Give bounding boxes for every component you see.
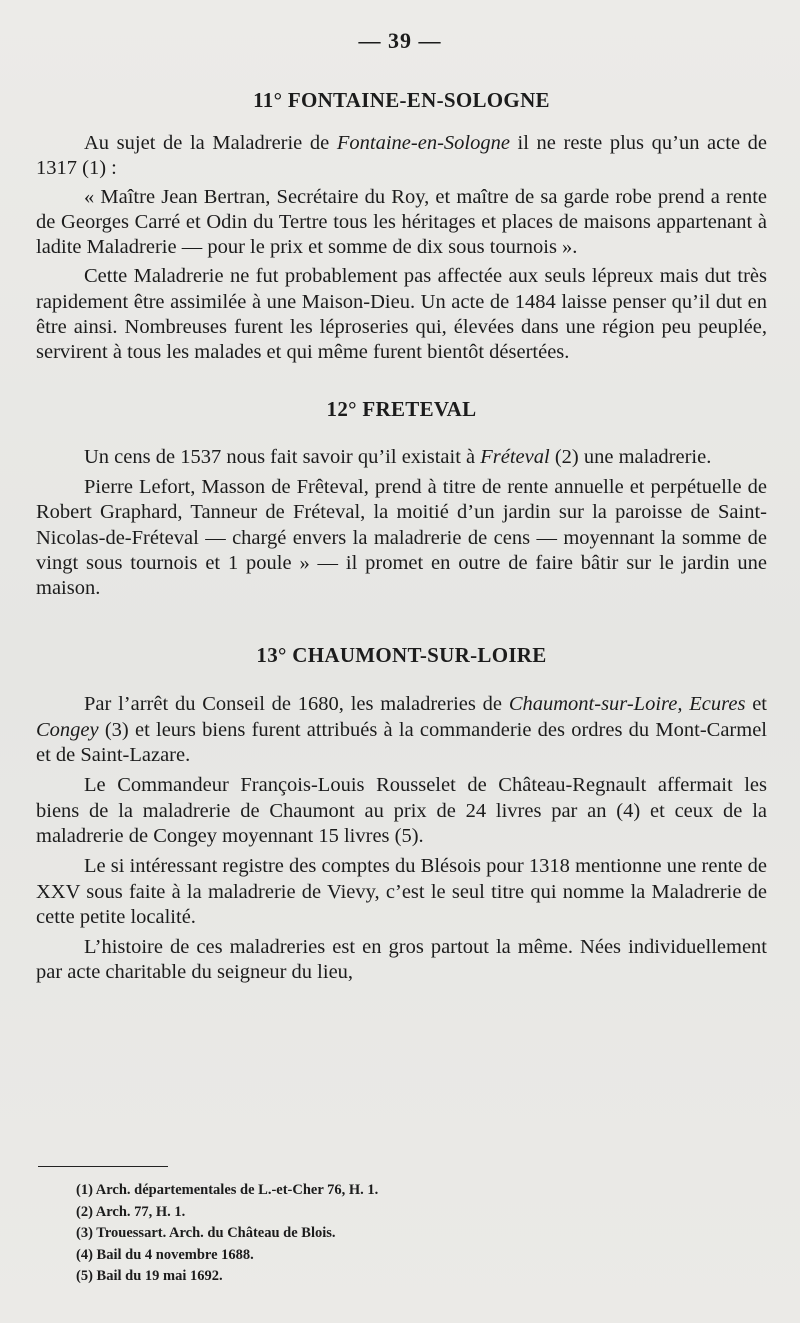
page-number: — 39 — xyxy=(358,28,442,53)
footnote: (1) Arch. départementales de L.-et-Cher 76, H. 1. xyxy=(76,1182,379,1198)
footnote: (4) Bail du 4 novembre 1688. xyxy=(76,1246,254,1263)
italic-place-name: Congey xyxy=(36,718,99,741)
paragraph: « Maître Jean Bertran, Secrétaire du Roy, et maître de sa garde robe prend a rente de Georges Carré et Odin du Tertre tous les héritages et places de maisons appartenant à ladite Maladrerie — pour le prix et somme de dix sous tournois ». xyxy=(36,185,767,259)
paragraph: Le si intéressant registre des comptes du Blésois pour 1318 mentionne une rente de XXV sous faite à la maladrerie de Vievy, c’est le seul titre qui nomme la Maladrerie de cette petite localité. xyxy=(36,855,767,928)
italic-place-name: Fontaine-en-Sologne xyxy=(336,132,510,154)
paragraph: Pierre Lefort, Masson de Frêteval, prend à titre de rente annuelle et perpétuelle de Robert Graphard, Tanneur de Fréteval, la moitié d’un jardin sur la paroisse de Saint-Nicolas-de-Fréteval — chargé envers la maladrerie de cens — moyennant la somme de vingt sous tournois et 1 poule » — il promet en outre de faire bâtir sur le jardin une maison. xyxy=(36,475,767,600)
paragraph: Au sujet de la Maladrerie de Fontaine-en-Sologne il ne reste plus qu’un acte de 1317 (1) : xyxy=(36,132,768,180)
section-heading: 13° CHAUMONT-SUR-LOIRE xyxy=(256,643,547,668)
section-heading: 11° FONTAINE-EN-SOLOGNE xyxy=(253,88,550,112)
footnote: (2) Arch. 77, H. 1. xyxy=(76,1203,186,1220)
footnote: (3) Trouessart. Arch. du Château de Blois. xyxy=(76,1225,336,1241)
footnote-divider xyxy=(38,1166,168,1167)
footnotes xyxy=(76,1180,776,1288)
paragraph: Le Commandeur François-Louis Rousselet de Château-Regnault affermait les biens de la maladrerie de Chaumont au prix de 24 livres par an (4) et ceux de la maladrerie de Congey moyennant 15 livres (5). xyxy=(36,774,767,847)
footnote: (5) Bail du 19 mai 1692. xyxy=(76,1268,223,1284)
body-text xyxy=(36,88,767,986)
paragraph: Cette Maladrerie ne fut probablement pas affectée aux seuls lépreux mais dut très rapidement être assimilée à une Maison-Dieu. Un acte de 1484 laisse penser qu’il dut en être ainsi. Nombreuses furent les léproseries qui, élevées dans une région peu peuplée, servirent à tous les malades et qui même furent bientôt désertées. xyxy=(36,265,767,364)
paragraph: Par l’arrêt du Conseil de 1680, les maladreries de Chaumont-sur-Loire, Ecures et Congey (3) et leurs biens furent attribués à la commanderie des ordres du Mont-Carmel et de Saint-Lazare. xyxy=(36,693,768,767)
italic-place-name: Chaumont-sur-Loire, Ecures xyxy=(508,693,746,716)
paragraph: L’histoire de ces maladreries est en gros partout la même. Nées individuellement par acte charitable du seigneur du lieu, xyxy=(36,936,767,984)
section-heading: 12° FRETEVAL xyxy=(326,396,477,421)
paragraph: Un cens de 1537 nous fait savoir qu’il existait à Fréteval (2) une maladrerie. xyxy=(84,445,712,468)
italic-place-name: Fréteval xyxy=(480,445,550,468)
